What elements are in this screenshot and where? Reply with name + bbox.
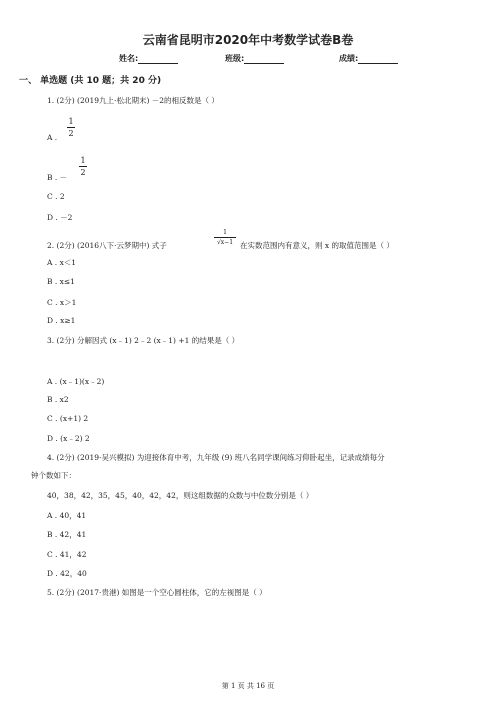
q1-option-d: D . －2 [47,213,73,222]
question-2-stem-after: 在实数范围内有意义，则 x 的取值范围是（ ） [240,241,394,250]
q1-option-b-label: B . － [47,173,68,182]
q1-option-b-fraction [79,156,87,177]
page-footer: 第 1 页 共 16 页 [221,682,275,690]
q2-option-a: A . x＜1 [47,258,77,267]
fraction-bar [214,237,236,238]
question-4-stem-line1: 4. (2分) (2019·吴兴模拟) 为迎接体育中考，九年级 (9) 班八名同学课间练习仰卧起坐，记录成绩每分 [47,453,385,462]
question-2-stem-before: 2. (2分) (2016八下·云梦期中) 式子 [47,241,167,250]
q4-option-a: A . 40，41 [47,511,87,520]
q2-option-c: C . x＞1 [47,298,77,307]
section-heading: 一、 单选题 (共 10 题；共 20 分) [19,76,162,86]
q1-b-denominator: 2 [80,168,86,177]
name-field [119,53,178,64]
q1-a-numerator: 1 [68,117,74,126]
q3-option-d: D . (x﹣2) 2 [47,434,90,443]
q1-option-a-label: A . [47,133,58,142]
class-label: 班级: [225,54,245,63]
q3-option-b: B . x2 [47,395,69,404]
q4-option-d: D . 42，40 [47,569,87,578]
q1-b-numerator: 1 [80,156,86,165]
q2-radical-fraction [214,229,236,246]
fraction-bar [67,127,75,128]
name-label: 姓名: [119,54,139,63]
score-blank [358,55,398,64]
score-label: 成绩: [339,54,359,63]
score-field [339,53,398,64]
q3-option-c: C . (x+1) 2 [47,414,89,423]
fraction-bar [79,166,87,167]
q2-option-b: B . x≤1 [47,277,75,286]
q2-radical-denominator: √x−1 [216,239,234,246]
page-title: 云南省昆明市2020年中考数学试卷B卷 [142,33,354,47]
q4-option-c: C . 41，42 [47,550,87,559]
q3-option-a: A . (x﹣1)(x﹣2) [47,377,105,386]
question-4-stem-line2: 钟个数如下： [31,471,76,480]
question-3-stem: 3. (2分) 分解因式 (x﹣1) 2﹣2 (x﹣1) +1 的结果是（ ） [47,336,240,345]
class-field [225,53,284,64]
q1-option-a-fraction [67,117,75,138]
question-1-stem: 1. (2分) (2019九上·松北期末) －2的相反数是（ ） [47,96,219,105]
q1-option-c: C . 2 [47,192,65,201]
q1-a-denominator: 2 [68,129,74,138]
q2-radical-numerator: 1 [223,229,227,236]
class-blank [244,55,284,64]
q4-option-b: B . 42，41 [47,530,87,539]
question-4-data: 40，38，42，35，45，40，42，42，则这组数据的众数与中位数分别是（ ） [47,491,314,500]
q2-option-d: D . x≥1 [47,316,76,325]
name-blank [138,55,178,64]
question-5-stem: 5. (2分) (2017·贵港) 如图是一个空心圆柱体，它的左视图是（ ） [47,588,267,597]
